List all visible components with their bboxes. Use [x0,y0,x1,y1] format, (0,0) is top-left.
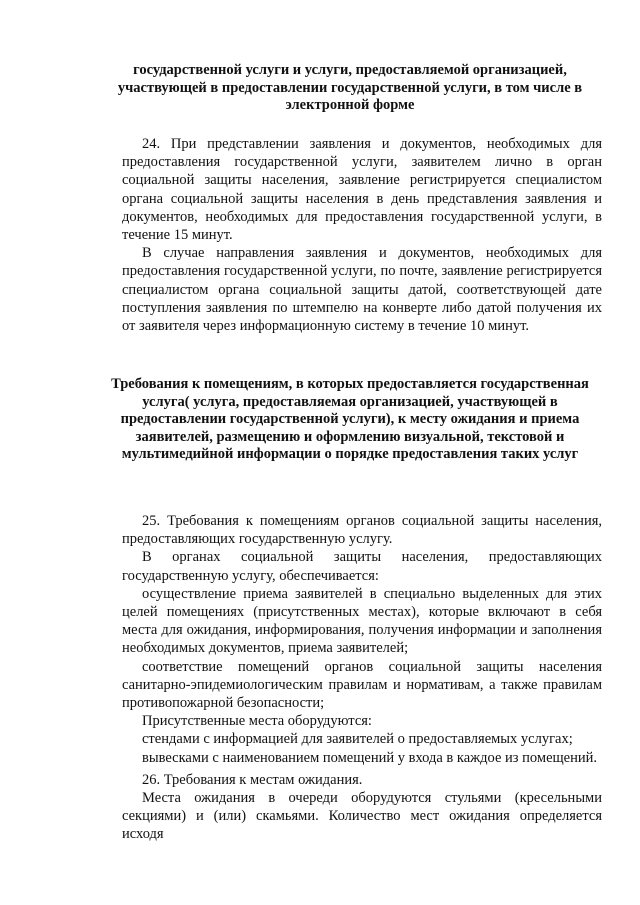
paragraph-24-2: В случае направления заявления и документов, необходимых для предоставления государственной услуги, по почте, заявление регистрируется специалистом органа социальной защиты датой, соответствующей дате поступления заявления по штемпелю на конверте либо датой получения их от заявителя через информационную систему в течение 10 минут. [122,245,602,335]
section-24 [122,135,602,335]
paragraph-25-provided: В органах социальной защиты населения, предоставляющих государственную услугу, обеспечивается: [122,549,602,584]
paragraph-24-1: 24. При представлении заявления и документов, необходимых для предоставления государственной услуги, заявителем лично в орган социальной защиты населения, заявление регистрируется специалистом органа социальной защиты населения в день представления заявления и документов, необходимых для предоставления государственной услуги, в течение 15 минут. [122,136,602,244]
paragraph-25-compliance: соответствие помещений органов социальной защиты населения санитарно-эпидемиологическим правилам и нормативам, а также правилам противопожарной безопасности; [122,658,602,712]
paragraph-25-equipped: Присутственные места оборудуются: [142,713,372,730]
section-heading-top: государственной услуги и услуги, предоставляемой организацией, участвующей в предоставлении государственной услуги, в том числе в электронной форме [117,62,583,113]
paragraph-25-title: 25. Требования к помещениям органов социальной защиты населения, предоставляющих государственную услугу. [122,513,602,548]
paragraph-26-waiting: Места ожидания в очереди оборудуются стульями (кресельными секциями) и (или) скамьями. Количество мест ожидания определяется исходя [122,790,602,843]
paragraph-25-stands: стендами с информацией для заявителей о предоставляемых услугах; [142,731,573,748]
paragraph-25-reception: осуществление приема заявителей в специально выделенных для этих целей помещениях (присутственных местах), которые включают в себя места для ожидания, информирования, получения информации и заполнения необходимых документов, приема заявителей; [122,585,602,657]
section-heading-premises: Требования к помещениям, в которых предоставляется государственная услуга( услуга, предоставляемая организацией, участвующей в предоставлении государственной услуги), к месту ожидания и приема заявителей, размещению и оформлению визуальной, текстовой и мультимедийной информации о порядке предоставления таких услуг [111,376,589,462]
paragraph-26-title: 26. Требования к местам ожидания. [142,771,363,788]
section-25-26 [122,512,602,844]
paragraph-25-signs: вывесками с наименованием помещений у входа в каждое из помещений. [142,749,598,766]
